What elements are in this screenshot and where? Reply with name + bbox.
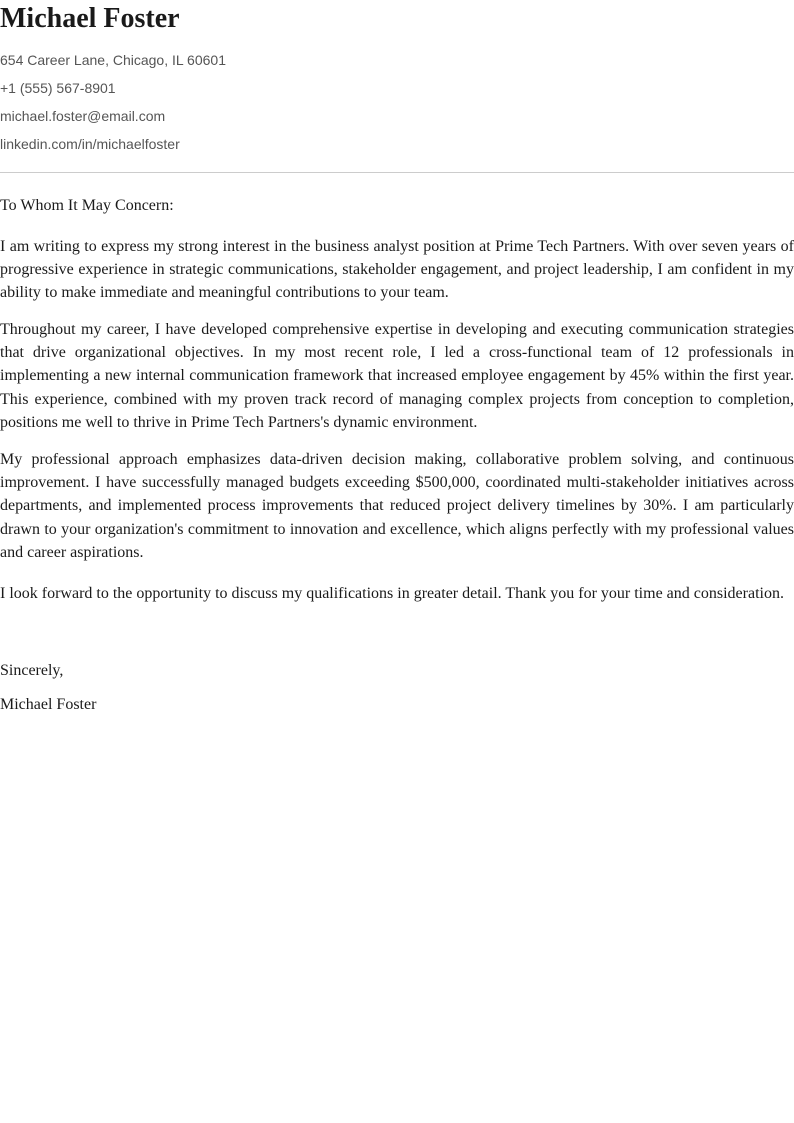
paragraph-intro: I am writing to express my strong interest in the business analyst position at Prime Tech Partners. With over seven years of progressive experience in strategic communications, stakeholder engagement, and project leadership, I am confident in my ability to make immediate and meaningful contributions to your team. <box>0 238 794 302</box>
closing-salutation: Sincerely, <box>0 662 64 679</box>
header-divider <box>0 172 794 173</box>
salutation: To Whom It May Concern: <box>0 197 174 214</box>
paragraph-experience: Throughout my career, I have developed comprehensive expertise in developing and executing communication strategies that drive organizational objectives. In my most recent role, I led a cross-functional team of 12 professionals in implementing a new internal communication framework that increased employee engagement by 45% within the first year. This experience, combined with my proven track record of managing complex projects from conception to completion, positions me well to thrive in Prime Tech Partners's dynamic environment. <box>0 321 794 431</box>
contact-linkedin: linkedin.com/in/michaelfoster <box>0 136 180 152</box>
paragraph-closing: I look forward to the opportunity to discuss my qualifications in greater detail. Thank you for your time and consideration. <box>0 585 784 602</box>
signature-name: Michael Foster <box>0 696 97 713</box>
contact-phone: +1 (555) 567-8901 <box>0 80 116 96</box>
contact-address: 654 Career Lane, Chicago, IL 60601 <box>0 52 226 68</box>
applicant-name: Michael Foster <box>0 3 180 34</box>
paragraph-approach: My professional approach emphasizes data-driven decision making, collaborative problem solving, and continuous improvement. I have successfully managed budgets exceeding $500,000, coordinated multi-stakeholder initiatives across departments, and implemented process improvements that reduced project delivery timelines by 30%. I am particularly drawn to your organization's commitment to innovation and excellence, which aligns perfectly with my professional values and career aspirations. <box>0 451 794 561</box>
contact-email: michael.foster@email.com <box>0 108 166 124</box>
